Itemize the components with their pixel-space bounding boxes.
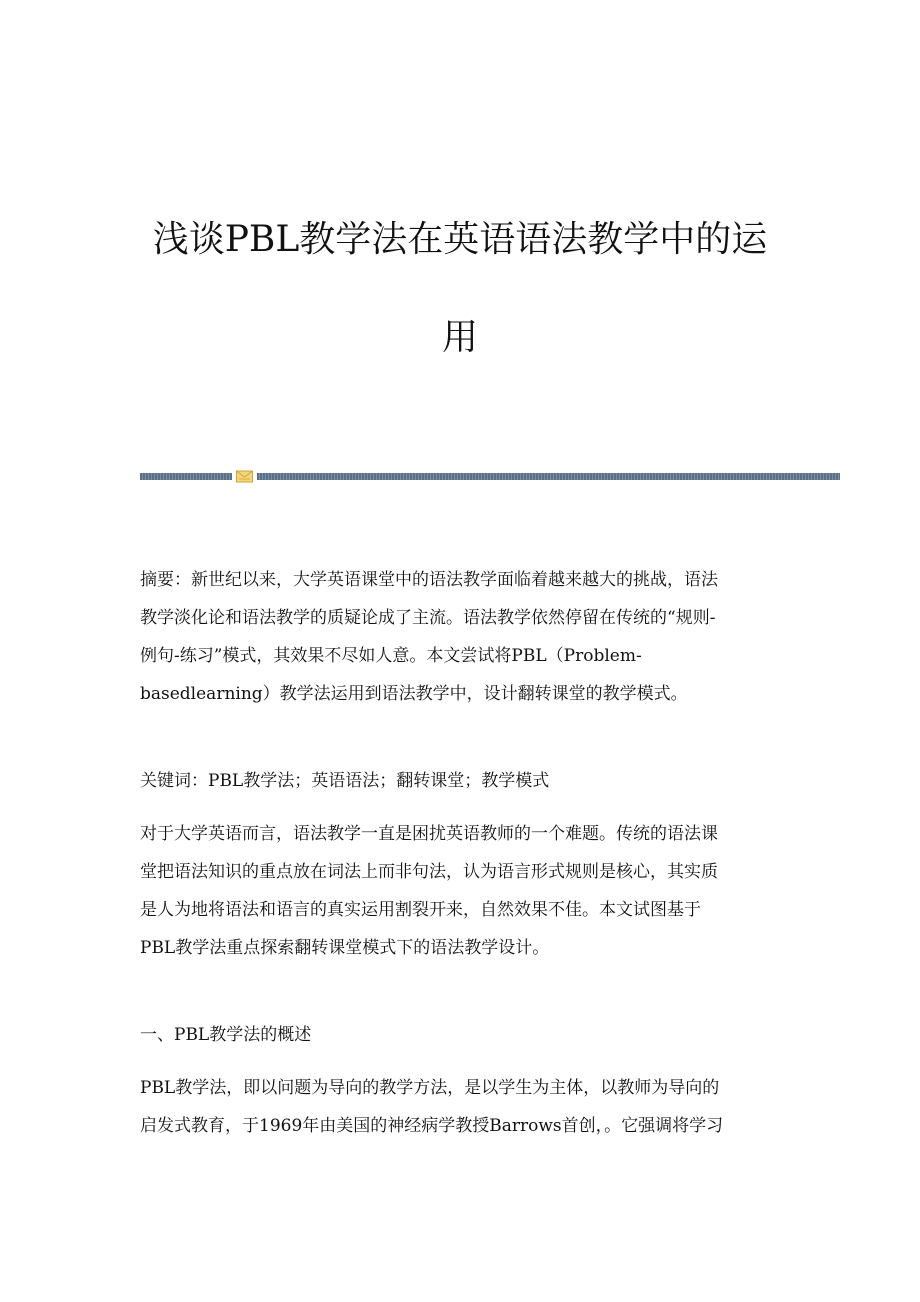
abstract-line: 例句-练习”模式，其效果不尽如人意。本文尝试将PBL（Problem- [140,646,642,666]
intro-line: 对于大学英语而言，语法教学一直是困扰英语教师的一个难题。传统的语法课 [140,824,718,844]
intro-paragraph [140,815,790,967]
section-body-line: PBL教学法，即以问题为导向的教学方法，是以学生为主体，以教师为导向的 [140,1078,720,1098]
keywords-line: 关键词：PBL教学法；英语语法；翻转课堂；教学模式 [140,771,550,791]
envelope-icon [236,470,253,483]
document-title-line2: 用 [441,317,478,358]
section-heading [140,1016,790,1054]
intro-line: PBL教学法重点探索翻转课堂模式下的语法教学设计。 [140,938,550,958]
divider-bar-left [140,473,232,480]
title-divider [140,470,840,482]
intro-line: 是人为地将语法和语言的真实运用割裂开来，自然效果不佳。本文试图基于 [140,900,701,920]
abstract-paragraph [140,561,790,713]
intro-line: 堂把语法知识的重点放在词法上而非句法，认为语言形式规则是核心，其实质 [140,862,718,882]
abstract-line: 教学淡化论和语法教学的质疑论成了主流。语法教学依然停留在传统的“规则- [140,608,716,628]
abstract-line: basedlearning）教学法运用到语法教学中，设计翻转课堂的教学模式。 [140,684,688,704]
document-title-line1: 浅谈PBL教学法在英语语法教学中的运 [152,219,768,260]
keywords-paragraph [140,762,790,800]
section-body-line: 启发式教育，于1969年由美国的神经病学教授Barrows首创，。它强调将学习 [140,1116,724,1136]
section-heading-text: 一、PBL教学法的概述 [140,1025,312,1045]
section-body-paragraph [140,1069,790,1145]
divider-bar-right [257,473,840,480]
abstract-line: 摘要：新世纪以来，大学英语课堂中的语法教学面临着越来越大的挑战，语法 [140,570,718,590]
